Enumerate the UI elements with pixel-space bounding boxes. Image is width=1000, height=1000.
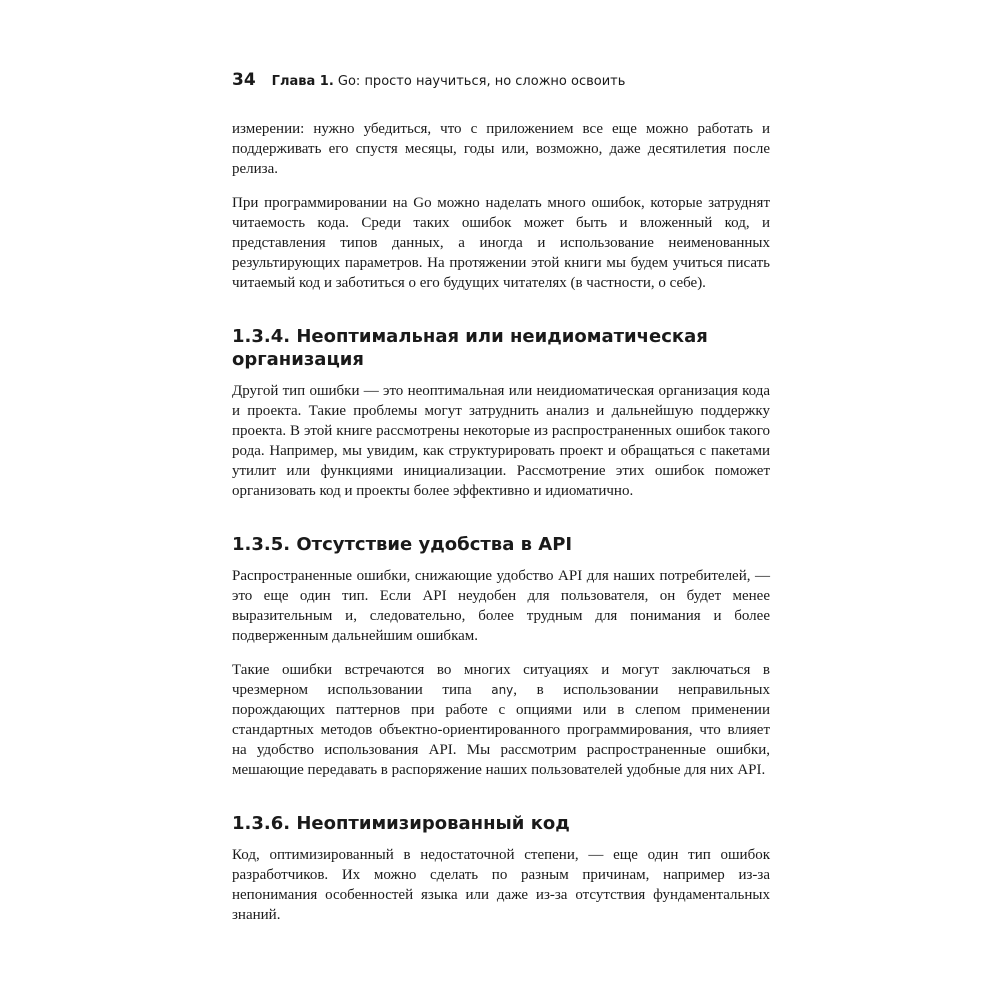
page-number: 34: [232, 70, 256, 90]
paragraph-organization: Другой тип ошибки — это неоптимальная или неидиоматическая организация кода и проекта. Такие проблемы могут затруднить анализ и дальнейшую поддержку проекта. В этой книге рассмотрены некоторые из распространенных ошибок такого рода. Например, мы увидим, как структурировать проект и обращаться с пакетами утилит или функциями инициализации. Рассмотрение этих ошибок поможет организовать код и проекты более эффективно и идиоматично.: [232, 383, 770, 499]
section-heading-1-3-5: 1.3.5. Отсутствие удобства в API: [232, 534, 573, 555]
paragraph-unoptimized-code: Код, оптимизированный в недостаточной степени, — еще один тип ошибок разработчиков. Их можно сделать по разным причинам, например из-за непонимания особенностей языка или даже из-за отсутствия фундаментальных знаний.: [232, 847, 770, 923]
paragraph-continuation: измерении: нужно убедиться, что с приложением все еще можно работать и поддерживать его спустя месяцы, годы или, возможно, даже десятилетия после релиза.: [232, 121, 770, 177]
paragraph-api-convenience: Распространенные ошибки, снижающие удобство API для наших потребителей, — это еще один тип. Если API неудобен для пользователя, он будет менее выразительным и, следовательно, более трудным для понимания и более подверженным дальнейшим ошибкам.: [232, 568, 770, 644]
paragraph-api-errors: [232, 660, 770, 780]
running-header: [232, 70, 792, 90]
section-heading-1-3-4: 1.3.4. Неоптимальная или неидиоматическая организация: [232, 326, 708, 370]
text-segment: Такие ошибки встречаются во многих ситуациях и могут заключаться в чрезмерном использовании типа: [232, 662, 770, 698]
text-segment: , в использовании неправильных порождающих паттернов при работе с опциями или в слепом применении стандартных методов объектно-ориентированного программирования, что влияет на удобство использования API. Мы рассмотрим распространенные ошибки, мешающие передавать в распоряжение наших пользователей удобные для них API.: [232, 682, 770, 778]
page-body: [232, 119, 770, 939]
chapter-label: Глава 1.: [271, 74, 334, 89]
paragraph-readability: При программировании на Go можно наделать много ошибок, которые затруднят читаемость кода. Среди таких ошибок может быть и вложенный код, и представления типов данных, а иногда и использование неименованных результирующих параметров. На протяжении этой книги мы будем учиться писать читаемый код и заботиться о его будущих читателях (в частности, о себе).: [232, 195, 770, 291]
chapter-title: Go: просто научиться, но сложно освоить: [333, 74, 626, 89]
section-heading-1-3-6: 1.3.6. Неоптимизированный код: [232, 813, 570, 834]
inline-code-any: any: [491, 683, 514, 697]
